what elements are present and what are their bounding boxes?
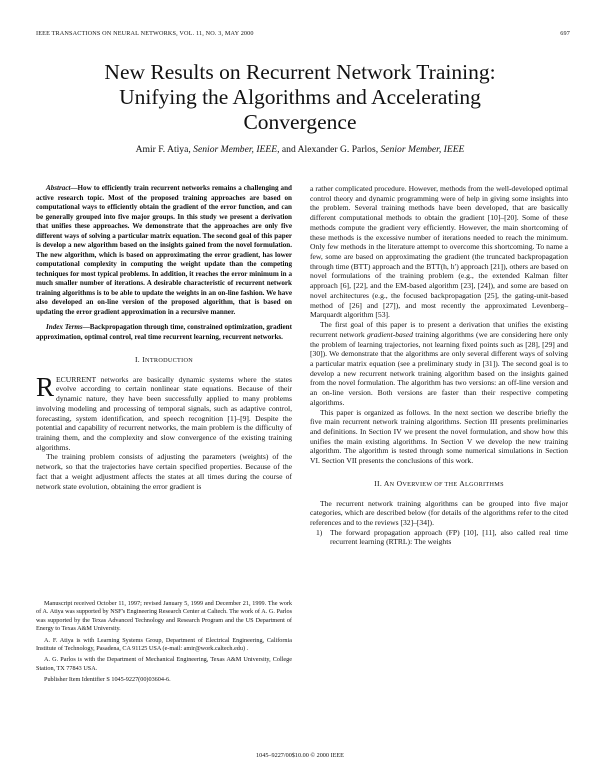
running-header xyxy=(36,30,570,42)
footnote-publisher-id: Publisher Item Identifier S 1045-9227(00)03604-6. xyxy=(44,676,171,684)
section-2-rest-c: LGORITHMS xyxy=(465,480,504,488)
left-column xyxy=(36,184,292,491)
section-1-heading xyxy=(36,355,292,366)
section-2-heading xyxy=(310,479,568,490)
list-item-1-number: 1) xyxy=(316,527,323,537)
section-2-rest-b: VERVIEW OF THE xyxy=(402,480,458,488)
paper-title xyxy=(40,60,560,135)
page-number: 697 xyxy=(560,30,570,37)
right-paragraph-2-b: training algorithms (we are considering here only the problem of learning trajectories, not learning fixed points such as [28], [29] and [30]). We demonstrate that the algorithms are only several different ways of solving a particular matrix equation (see a preliminary study in [31]). The second goal is to develop a new recurrent network training algorithm based on the insights gained from the novel formulation. The algorithm has two versions: an off-line version and an on-line version. Both versions are faster than their respective competing algorithms. xyxy=(310,329,569,407)
abstract-text: —How to efficiently train recurrent networks remains a challenging and active research topic. Most of the proposed training approaches are based on computational ways to efficiently obtain the gradient of the error function, and can be generally grouped into five major groups. In this study we present a derivation that unifies these approaches. We demonstrate that the approaches are only five different ways of solving a particular matrix equation. The second goal of this paper is develop a new algorithm based on the insights gained from the novel formulation. The new algorithm, which is based on approximating the error gradient, has lower computational complexity in computing the weight update than the competing techniques for most typical problems. In addition, it reaches the error minimum in a much smaller number of iterations. A desirable characteristic of recurrent network training algorithms is to be able to update the weights in an on-line fashion. We have also developed an on-line version of the proposed algorithm, that is based on updating the error gradient approximation in a recursive manner. xyxy=(36,184,292,316)
author-2-role: Senior Member, IEEE xyxy=(380,144,465,155)
title-line-3: Convergence xyxy=(243,110,357,134)
abstract-label: Abstract xyxy=(46,184,71,192)
author-1: Amir F. Atiya, xyxy=(135,144,191,155)
list-item-1-text: The forward propagation approach (FP) [10], [11], also called real time recurrent learning (RTRL): The weights xyxy=(330,527,568,547)
abstract xyxy=(36,184,292,317)
footnote-atiya: A. F. Atiya is with Learning Systems Group, Department of Electrical Engineering, California Institute of Technology, Pasadena, CA 91125 USA (e-mail: amir@work.caltech.edu) . xyxy=(36,636,292,653)
index-terms xyxy=(36,323,292,342)
section-2-numeral: II. xyxy=(374,478,383,488)
section-2-rest-a: N xyxy=(389,480,395,488)
section-2-initial-a: A xyxy=(383,478,390,488)
right-paragraph-1: a rather complicated procedure. However, methods from the well-developed optimal control theory and dynamic programming were of help in giving some insights into the problem. Several training methods have been developed, that are basically different computational methods to obtain the gradient [10]–[20]. Some of these methods compute the gradient very efficiently. However, the main shortcoming of these methods is the excessive number of iterations needed to reach the minimum. Only few methods in the literature attempt to overcome this shortcoming. To name a few, some are based on approximating the gradient (the truncated backpropagation through time (BTT) approach and the BTT(h, h′) approach [21]), others are based on novel formulations of the training problem (e.g., the extended Kalman filter approach [6], [22], and the EM-based algorithm [23], [24]), and some are based on novel architectures (e.g., the focused backpropagation [25], the gating-unit-based method of [26] and [27]), and most recently the approximated Levenberg–Marquardt algorithm [53]. xyxy=(310,184,568,320)
right-paragraph-3: This paper is organized as follows. In the next section we describe briefly the five main recurrent network training algorithms. Section III presents preliminaries and definitions. In Section IV we present the novel formulation, and show how this unifies the main existing algorithms. In Section V we develop the new training algorithm. The algorithm is tested through some numerical simulations in Section VI. Section VII presents the conclusions of this work. xyxy=(310,407,568,466)
footnotes xyxy=(36,600,292,685)
title-line-2: Unifying the Algorithms and Accelerating xyxy=(119,85,481,109)
author-1-role: Senior Member, IEEE, xyxy=(193,144,280,155)
list-item-1 xyxy=(310,528,568,547)
section-2-initial-b: O xyxy=(396,478,403,488)
right-paragraph-2-a: The first goal of this paper is to present a derivation that unifies the existing recurrent network xyxy=(310,320,568,339)
intro-paragraph-2: The training problem consists of adjusting the parameters (weights) of the network, so that the trajectories have certain specified properties. Because of the fact that a weight adjustment affects the states at all times during the course of network state evolution, obtaining the error gradient is xyxy=(36,452,292,491)
footnote-manuscript: Manuscript received October 11, 1997; revised January 5, 1999 and December 21, 1999. The work of A. Atiya was supported by NSF's Engineering Research Center at Caltech. The work of A. G. Parlos was supported by the Texas Advanced Technology and Research Program and the US Department of Energy to Texas A&M University. xyxy=(36,600,292,633)
footnote-parlos: A. G. Parlos is with the Department of Mechanical Engineering, Texas A&M University, College Station, TX 77843 USA. xyxy=(36,656,292,672)
section-1-title-rest: NTRODUCTION xyxy=(145,357,194,364)
copyright-footer: 1045–9227/00$10.00 © 2000 IEEE xyxy=(256,752,344,759)
title-line-1: New Results on Recurrent Network Training: xyxy=(104,60,496,84)
section-1-title-initial: I xyxy=(142,355,146,364)
section-2-initial-c: A xyxy=(459,478,466,488)
intro-paragraph-1 xyxy=(36,371,292,453)
right-paragraph-4: The recurrent network training algorithms can be grouped into five major categories, which are described below (for details of the algorithms refer to the cited references and to the reviews [32]–[34]). xyxy=(310,498,568,527)
right-column xyxy=(310,184,568,547)
index-terms-text: —Backpropagation through time, constrained optimization, gradient approximation, optimal control, real time recurrent learning, recurrent networks. xyxy=(36,323,292,341)
author-line xyxy=(30,144,570,155)
author-2: and Alexander G. Parlos, xyxy=(281,144,379,155)
intro-paragraph-1-text: ECURRENT networks are basically dynamic systems where the states evolve according to certain nonlinear state equations. Because of their dynamic nature, they have been successfully applied to many problems involving modeling and processing of temporal signals, such as adaptive control, forecasting, system identification, and speech recognition [1]–[9]. Despite the potential and capability of recurrent networks, the main problem is the difficulty of training them, and the complexity and slow convergence of the existing training algorithms. xyxy=(36,374,292,452)
right-paragraph-2-emphasis: gradient-based xyxy=(366,329,413,339)
journal-name: IEEE TRANSACTIONS ON NEURAL NETWORKS, VOL. 11, NO. 3, MAY 2000 xyxy=(36,30,254,37)
section-1-numeral: I. xyxy=(134,355,140,364)
drop-cap: R xyxy=(36,371,55,402)
index-terms-label: Index Terms xyxy=(46,323,83,331)
right-paragraph-2 xyxy=(310,320,568,407)
